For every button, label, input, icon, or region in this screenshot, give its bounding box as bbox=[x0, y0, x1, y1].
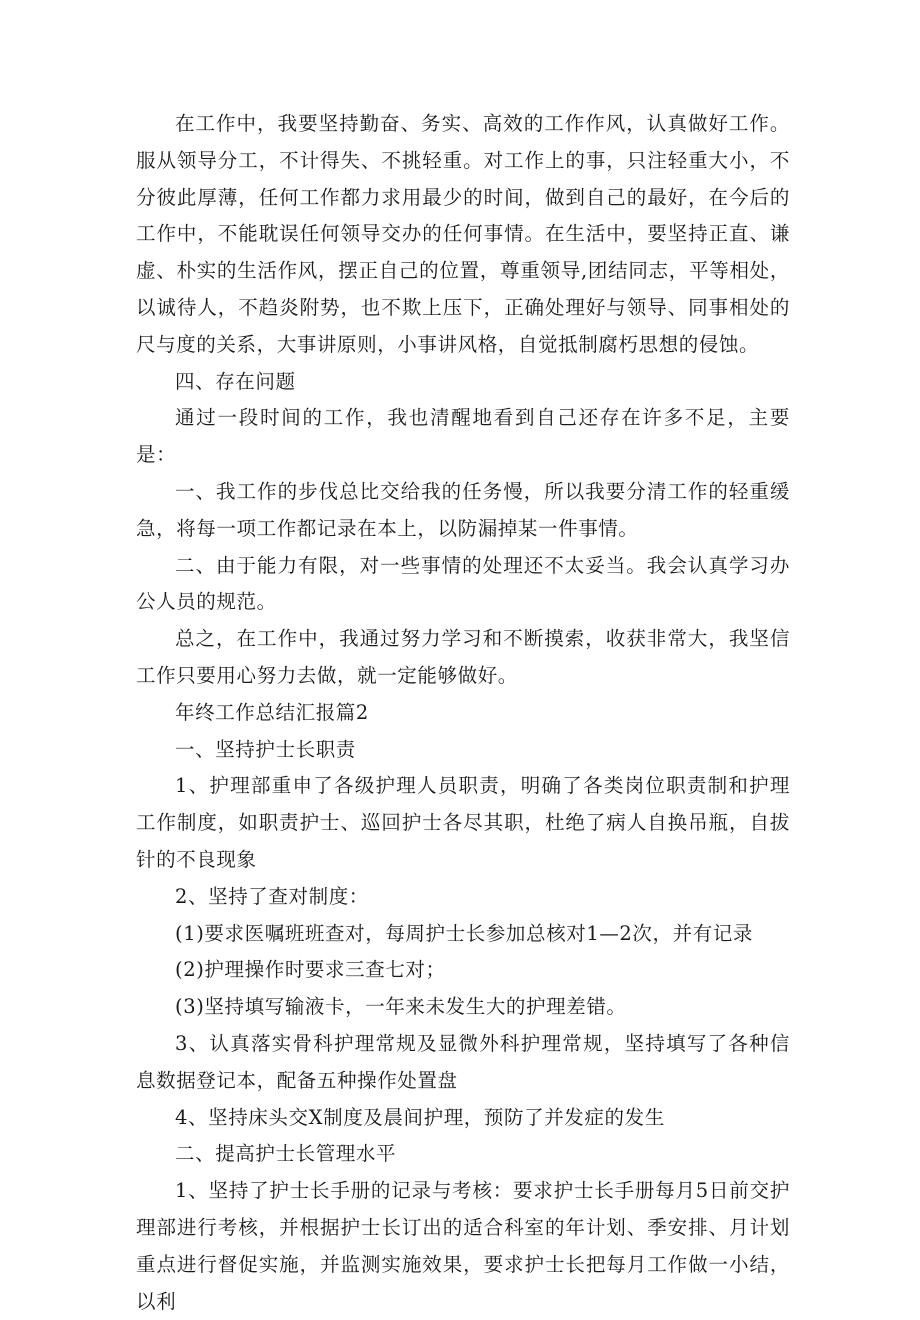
paragraph-item-4: 4、坚持床头交X制度及晨间护理，预防了并发症的发生 bbox=[175, 1105, 665, 1129]
heading-section-2: 二、提高护士长管理水平 bbox=[175, 1142, 397, 1166]
paragraph-problem-1: 一、我工作的步伐总比交给我的任务慢，所以我要分清工作的轻重缓急，将每一项工作都记录在本上，以防漏掉某一件事情。 bbox=[136, 479, 790, 540]
paragraph-subitem-2: (2)护理操作时要求三查七对； bbox=[175, 958, 446, 982]
paragraph-problems-intro: 通过一段时间的工作，我也清醒地看到自己还存在许多不足，主要是： bbox=[136, 406, 790, 467]
paragraph-item-1: 1、护理部重申了各级护理人员职责，明确了各类岗位职责制和护理工作制度，如职责护士、巡回护士各尽其职，杜绝了病人自换吊瓶，自拔针的不良现象 bbox=[136, 774, 790, 871]
paragraph-item-3: 3、认真落实骨科护理常规及显微外科护理常规，坚持填写了各种信息数据登记本，配备五种操作处置盘 bbox=[136, 1031, 790, 1092]
heading-report-2: 年终工作总结汇报篇2 bbox=[175, 700, 369, 724]
paragraph-section-2-item-1: 1、坚持了护士长手册的记录与考核：要求护士长手册每月5日前交护理部进行考核，并根据护士长订出的适合科室的年计划、季安排、月计划重点进行督促实施，并监测实施效果，要求护士长把每月工作做一小结，以利 bbox=[136, 1179, 790, 1313]
paragraph-subitem-1: (1)要求医嘱班班查对，每周护士长参加总核对1—2次，并有记录 bbox=[175, 921, 754, 945]
document-body bbox=[136, 106, 790, 1320]
paragraph-work-attitude: 在工作中，我要坚持勤奋、务实、高效的工作作风，认真做好工作。服从领导分工，不计得失、不挑轻重。对工作上的事，只注轻重大小，不分彼此厚薄，任何工作都力求用最少的时间，做到自己的最好，在今后的工作中，不能耽误任何领导交办的任何事情。在生活中，要坚持正直、谦虚、朴实的生活作风，摆正自己的位置，尊重领导,团结同志，平等相处，以诚待人，不趋炎附势，也不欺上压下，正确处理好与领导、同事相处的尺与度的关系，大事讲原则，小事讲风格，自觉抵制腐朽思想的侵蚀。 bbox=[136, 112, 790, 356]
paragraph-subitem-3: (3)坚持填写输液卡，一年来未发生大的护理差错。 bbox=[175, 995, 627, 1019]
paragraph-conclusion: 总之，在工作中，我通过努力学习和不断摸索，收获非常大，我坚信工作只要用心努力去做，就一定能够做好。 bbox=[136, 627, 790, 687]
heading-existing-problems: 四、存在问题 bbox=[175, 369, 296, 393]
paragraph-problem-2: 二、由于能力有限，对一些事情的处理还不太妥当。我会认真学习办公人员的规范。 bbox=[136, 553, 790, 614]
heading-section-1: 一、坚持护士长职责 bbox=[175, 737, 356, 761]
paragraph-item-2: 2、坚持了查对制度： bbox=[175, 884, 369, 908]
